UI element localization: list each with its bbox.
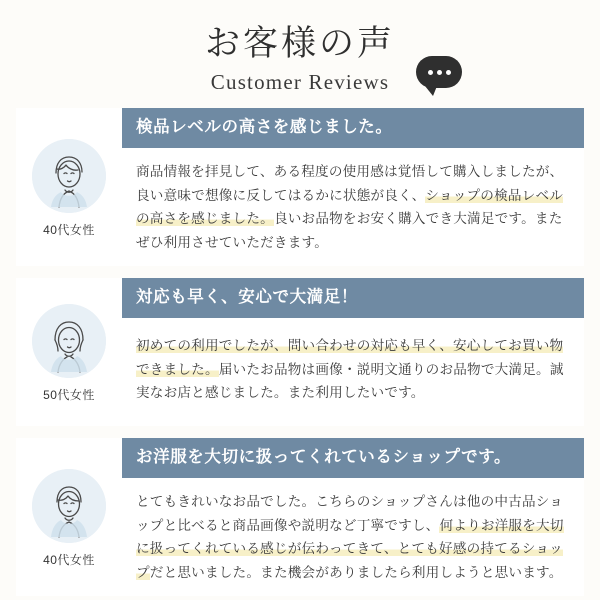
review-card bbox=[16, 108, 584, 266]
bubble-dots bbox=[416, 56, 462, 88]
reviewer-profile bbox=[16, 438, 122, 596]
review-text-plain-2: 届いたお品物は画像・説明文通りのお品物で大満足。誠実なお店と感じました。また利用したいです。 bbox=[136, 361, 564, 401]
woman-avatar-icon bbox=[32, 469, 106, 543]
reviewer-profile bbox=[16, 108, 122, 266]
review-text-highlight: ショップの検品レベルの高さを感じました。 bbox=[136, 187, 564, 227]
review-body bbox=[122, 478, 584, 596]
review-content bbox=[122, 108, 584, 266]
review-card bbox=[16, 278, 584, 426]
review-headline: 検品レベルの高さを感じました。 bbox=[122, 108, 584, 148]
woman-avatar-icon bbox=[32, 304, 106, 378]
review-content bbox=[122, 438, 584, 596]
page-subtitle: Customer Reviews bbox=[210, 69, 390, 94]
reviewer-age-label: 50代女性 bbox=[43, 388, 95, 403]
review-card bbox=[16, 438, 584, 596]
review-text-highlight: 初めての利用でしたが、問い合わせの対応も早く、安心してお買い物できました。 bbox=[136, 338, 564, 377]
woman-avatar-icon bbox=[32, 139, 106, 213]
review-headline: お洋服を大切に扱ってくれているショップです。 bbox=[122, 438, 584, 478]
review-headline: 対応も早く、安心で大満足！ bbox=[122, 278, 584, 318]
review-content bbox=[122, 278, 584, 426]
page-header bbox=[16, 0, 584, 108]
review-text-plain-2: 良いお品物をお安く購入でき大満足です。またぜひ利用させていただきます。 bbox=[136, 211, 563, 250]
review-text-highlight: 何よりお洋服を大切に扱ってくれている感じが伝わってきて、とても好感の持てるショップ bbox=[136, 517, 564, 580]
reviewer-age-label: 40代女性 bbox=[43, 553, 95, 568]
review-body bbox=[122, 318, 584, 426]
review-text-plain-1: とてもきれいなお品でした。こちらのショップさんは他の中古品ショップと比べると商品画像や説明など丁寧ですし、 bbox=[136, 494, 564, 533]
reviewer-age-label: 40代女性 bbox=[43, 223, 95, 238]
page-title: お客様の声 bbox=[204, 24, 395, 63]
review-text-plain-1: 商品情報を拝見して、ある程度の使用感は覚悟して購入しましたが、良い意味で想像に反してはるかに状態が良く、 bbox=[136, 164, 564, 203]
speech-bubble-icon bbox=[416, 56, 462, 88]
reviewer-profile bbox=[16, 278, 122, 426]
review-text-plain-2: だと思いました。また機会がありましたら利用しようと思います。 bbox=[149, 564, 563, 580]
review-body bbox=[122, 148, 584, 266]
